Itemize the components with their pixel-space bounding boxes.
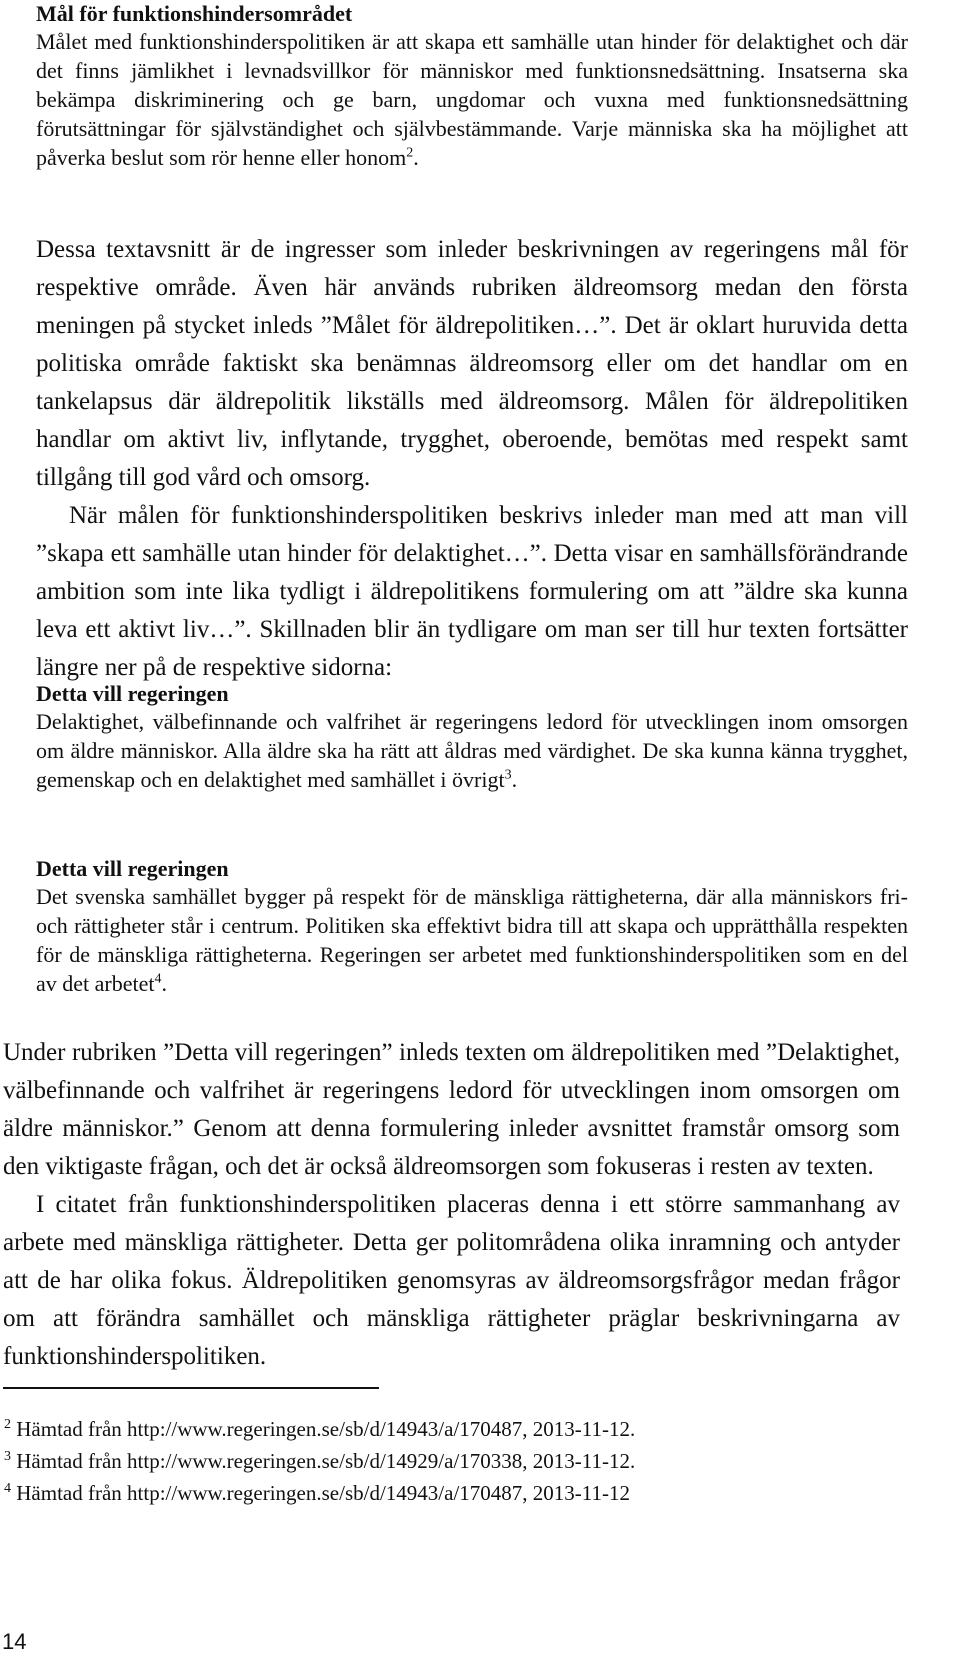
body-paragraph: Dessa textavsnitt är de ingresser som inleder beskrivningen av regeringens mål för respektive område. Även här används rubriken äldreomsorg medan den första meningen på stycket inleds ”Målet för äldrepolitiken…”. Det är oklart huruvida detta politiska område faktiskt ska benämnas äldreomsorg eller om det handlar om en tankelapsus där äldrepolitik likställs med äldreomsorg. Målen för äldrepolitiken handlar om aktivt liv, inflytande, trygghet, oberoende, bemötas med respekt samt tillgång till god vård och omsorg. (36, 236, 908, 491)
footnote-ref: 4 (154, 971, 162, 987)
footnote-divider (3, 1387, 379, 1389)
page-number: 14 (2, 1629, 27, 1654)
quote-elderly-policy (36, 680, 908, 794)
footnote: $^4$ Hämtad från http://www.regeringen.se/sb/d/14943/a/170487, 2013-11-12 (4, 1481, 630, 1505)
body-paragraph: I citatet från funktionshinderspolitiken placeras denna i ett större sammanhang av arbete med mänskliga rättigheter. Detta ger politområdena olika inramning och antyder att de har olika fokus. Äldrepolitiken genomsyras av äldreomsorgsfrågor medan frågor om att förändra samhället och mänskliga rättigheter präglar beskrivningarna av funktionshinderspolitiken. (3, 1191, 900, 1370)
body-paragraphs-2 (3, 1034, 900, 1376)
quote-heading: Detta vill regeringen (36, 856, 229, 881)
footnote: $^2$ Hämtad från http://www.regeringen.se/sb/d/14943/a/170487, 2013-11-12. (4, 1417, 636, 1441)
quote-text: Målet med funktionshinderspolitiken är att skapa ett samhälle utan hinder för delaktighet och där det finns jämlikhet i levnadsvillkor för människor med funktionsnedsättning. Insatserna ska bekämpa diskriminering och ge barn, ungdomar och vuxna med funktionsnedsättning förutsättningar för självständighet och självbestämmande. Varje människa ska ha möjlighet att påverka beslut som rör henne eller honom$^2$. (36, 29, 908, 170)
body-paragraphs-1 (36, 231, 908, 687)
footnote-ref: 2 (406, 145, 414, 161)
quote-heading: Mål för funktionshindersområdet (36, 1, 353, 26)
body-paragraph: När målen för funktionshinderspolitiken beskrivs inleder man med att man vill ”skapa ett samhälle utan hinder för delaktighet…”. Detta visar en samhällsförändrande ambition som inte lika tydligt i äldrepolitikens formulering om att ”äldre ska kunna leva ett aktivt liv…”. Skillnaden blir än tydligare om man ser till hur texten fortsätter längre ner på de respektive sidorna: (36, 502, 908, 681)
quote-disability-policy (36, 855, 908, 998)
body-paragraph: Under rubriken ”Detta vill regeringen” inleds texten om äldrepolitiken med ”Delaktighet, välbefinnande och valfrihet är regeringens ledord för utvecklingen inom omsorgen om äldre människor.” Genom att denna formulering inleder avsnittet framstår omsorg som den viktigaste frågan, och det är också äldreomsorgen som fokuseras i resten av texten. (3, 1039, 900, 1180)
footnotes (4, 1413, 884, 1509)
footnote-ref: 3 (504, 767, 512, 783)
quote-text: Delaktighet, välbefinnande och valfrihet är regeringens ledord för utvecklingen inom omsorgen om äldre människor. Alla äldre ska ha rätt att åldras med värdighet. De ska kunna känna trygghet, gemenskap och en delaktighet med samhället i övrigt$^3$. (36, 709, 908, 792)
quote-text: Det svenska samhället bygger på respekt för de mänskliga rättigheterna, där alla människors fri- och rättigheter står i centrum. Politiken ska effektivt bidra till att skapa och upprätthålla respekten för de mänskliga rättigheterna. Regeringen ser arbetet med funktionshinderspolitiken som en del av det arbetet$^4$. (36, 884, 908, 996)
quote-heading: Detta vill regeringen (36, 681, 229, 706)
footnote: $^3$ Hämtad från http://www.regeringen.se/sb/d/14929/a/170338, 2013-11-12. (4, 1449, 636, 1473)
quote-functional-goals (36, 0, 908, 172)
